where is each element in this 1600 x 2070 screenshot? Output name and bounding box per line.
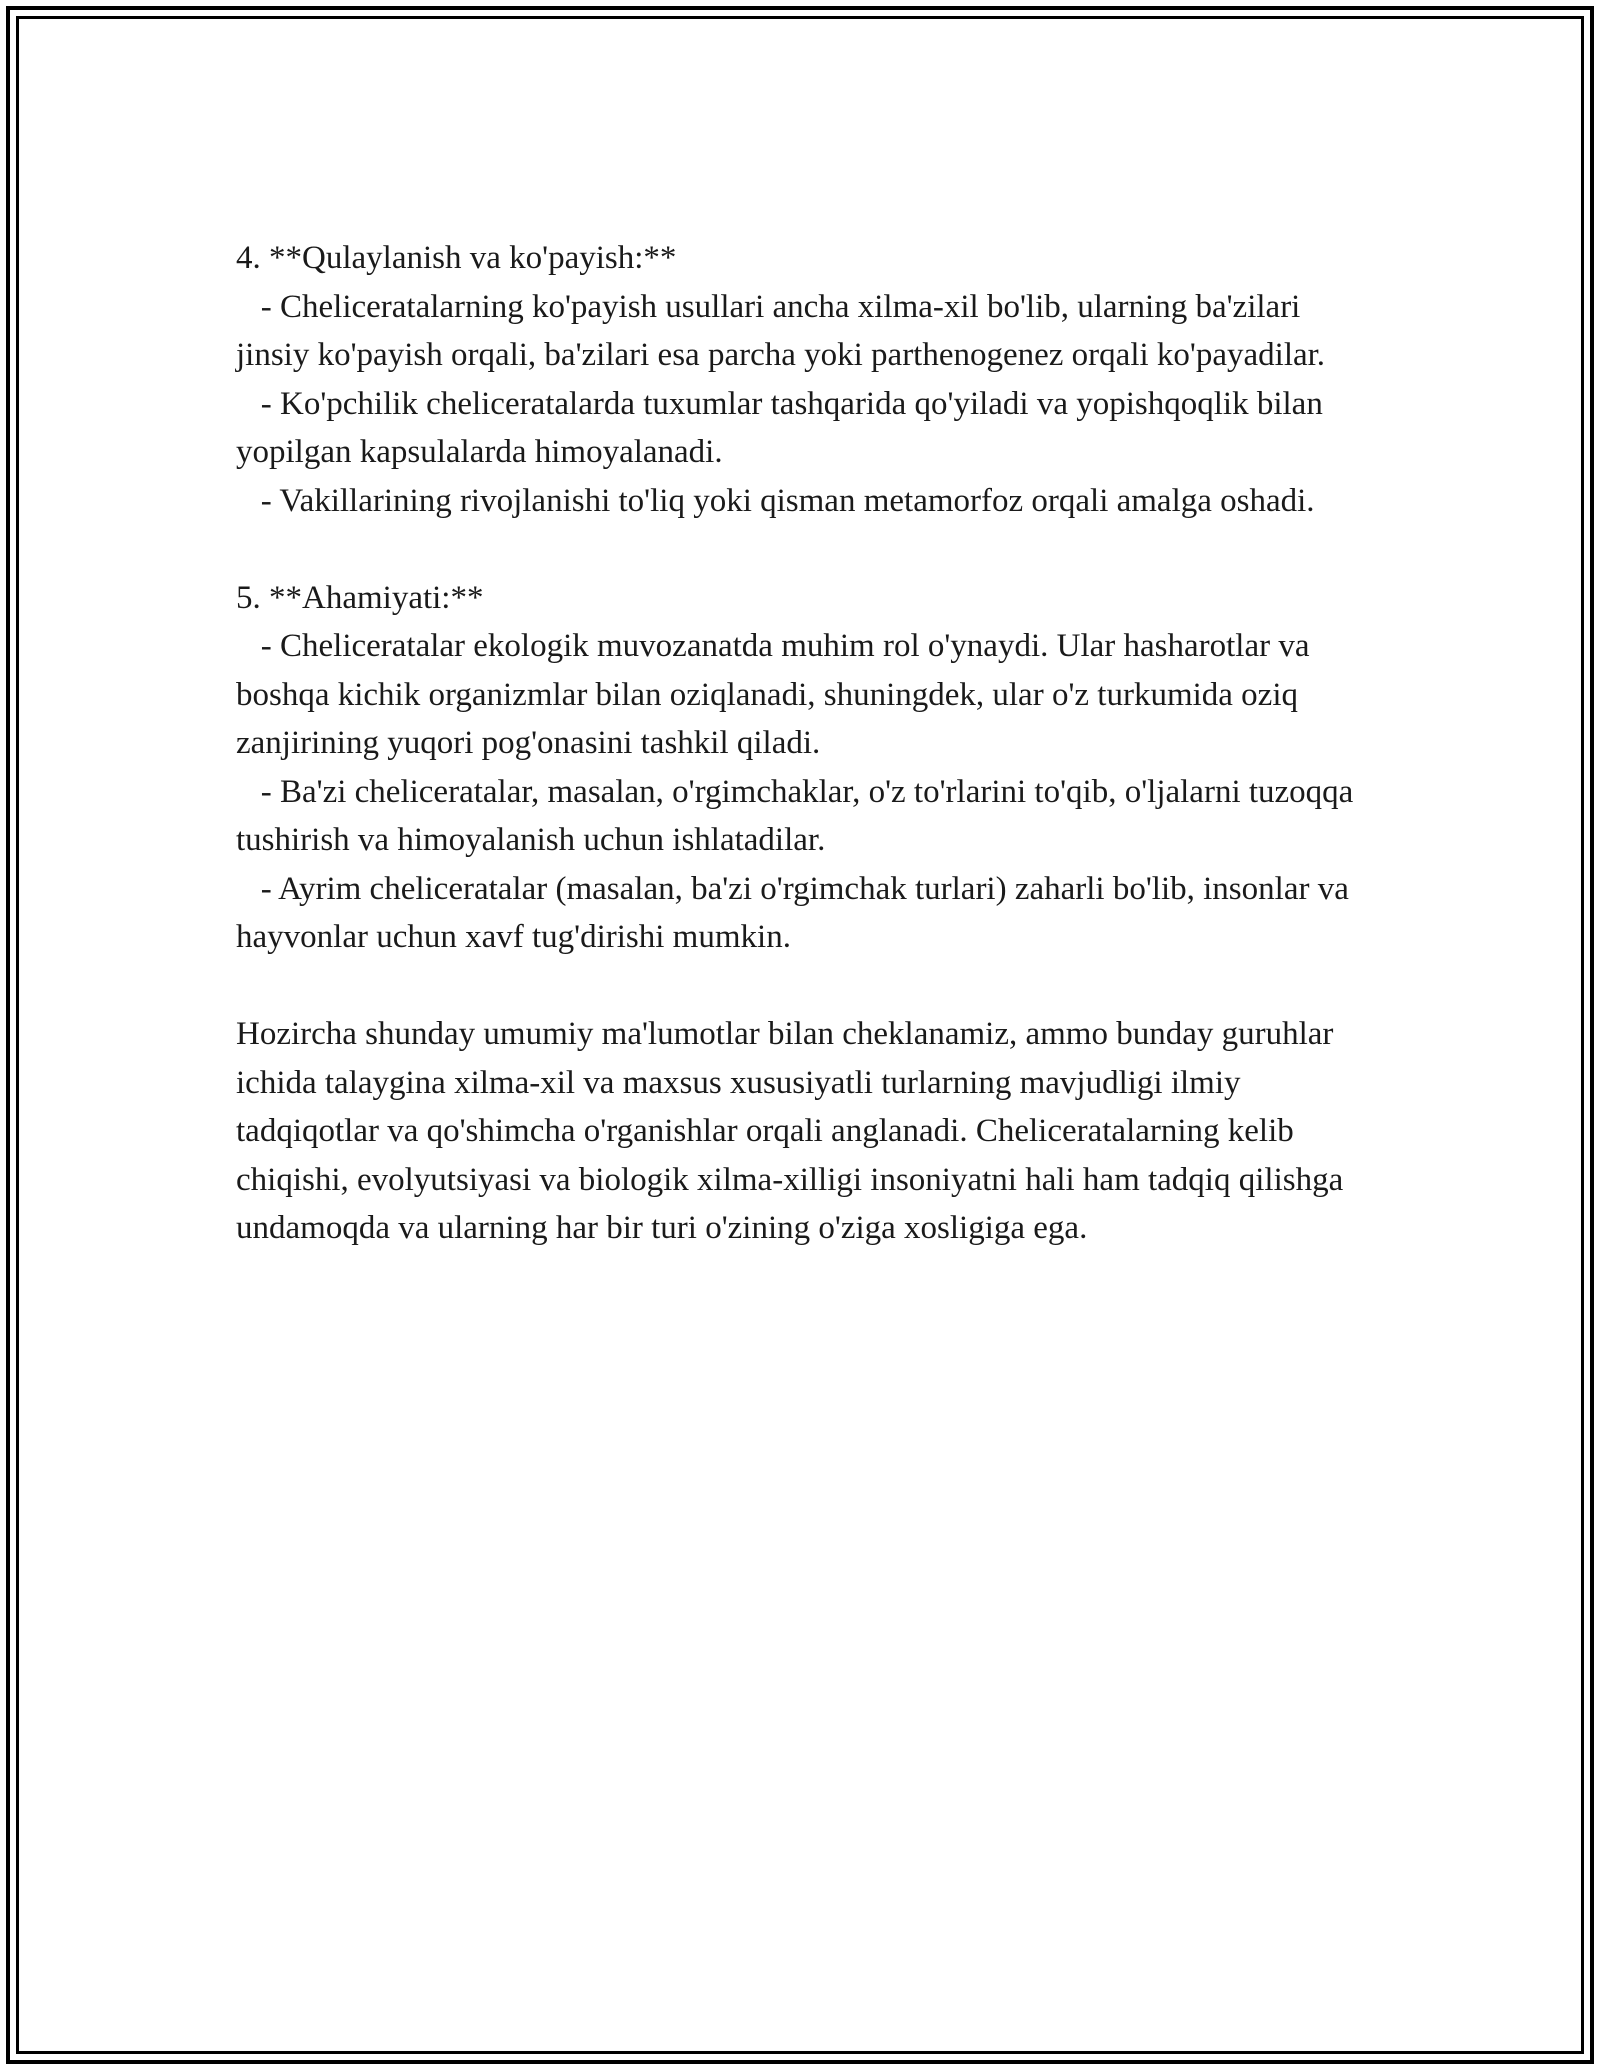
section-4-item-3: - Vakillarining rivojlanishi to'liq yoki qisman metamorfoz orqali amalga oshadi. [236, 482, 1315, 519]
section-4-item-2: - Ko'pchilik cheliceratalarda tuxumlar tashqarida qo'yiladi va yopishqoqlik bilan yopilgan kapsulalarda himoyalanadi. [236, 385, 1332, 470]
section-4 [236, 234, 1376, 525]
section-4-item-1: - Cheliceratalarning ko'payish usullari ancha xilma-xil bo'lib, ularning ba'zilari jinsiy ko'payish orqali, ba'zilari esa parcha yoki parthenogenez orqali ko'payadilar. [236, 288, 1326, 373]
paragraph-gap [236, 962, 1376, 1011]
section-4-heading: 4. **Qulaylanish va ko'payish:** [236, 240, 677, 276]
paragraph-gap [236, 525, 1376, 574]
section-5 [236, 574, 1376, 962]
conclusion-paragraph: Hozircha shunday umumiy ma'lumotlar bilan cheklanamiz, ammo bunday guruhlar ichida talaygina xilma-xil va maxsus xususiyatli turlarning mavjudligi ilmiy tadqiqotlar va qo'shimcha o'rganishlar orqali anglanadi. Cheliceratalarning kelib chiqishi, evolyutsiyasi va biologik xilma-xilligi insoniyatni hali ham tadqiq qilishga undamoqda va ularning har bir turi o'zining o'ziga xosligiga ega. [236, 1016, 1352, 1246]
section-5-item-3: - Ayrim cheliceratalar (masalan, ba'zi o'rgimchak turlari) zaharli bo'lib, insonlar va hayvonlar uchun xavf tug'dirishi mumkin. [236, 870, 1358, 955]
section-5-item-2: - Ba'zi cheliceratalar, masalan, o'rgimchaklar, o'z to'rlarini to'qib, o'ljalarni tuzoqqa tushirish va himoyalanish uchun ishlatadilar. [236, 773, 1362, 858]
section-5-heading: 5. **Ahamiyati:** [236, 579, 484, 616]
document-body [236, 234, 1376, 1253]
section-5-item-1: - Cheliceratalar ekologik muvozanatda muhim rol o'ynaydi. Ular hasharotlar va boshqa kichik organizmlar bilan oziqlanadi, shuningdek, ular o'z turkumida oziq zanjirining yuqori pog'onasini tashkil qiladi. [236, 628, 1318, 761]
